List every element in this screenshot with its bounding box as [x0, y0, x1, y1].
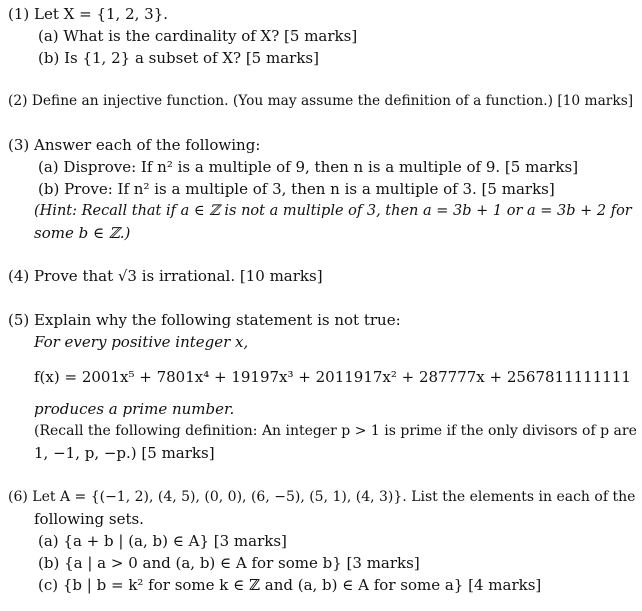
question-5-statement: For every positive integer x, — [34, 333, 249, 351]
question-stem: Explain why the following statement is not true: — [34, 311, 401, 329]
question-3-part-b: (b) Prove: If n² is a multiple of 3, then n is a multiple of 3. [5 marks] — [38, 180, 555, 198]
question-6-stem-continued: following sets. — [34, 510, 144, 528]
question-1 — [8, 5, 168, 23]
question-stem: Answer each of the following: — [34, 136, 261, 154]
question-1-part-b: (b) Is {1, 2} a subset of X? [5 marks] — [38, 49, 319, 67]
question-6-part-c: (c) {b | b = k² for some k ∈ ℤ and (a, b) ∈ A for some a} [4 marks] — [38, 576, 542, 594]
question-number: (5) — [8, 311, 30, 329]
question-5-recall-line-1: (Recall the following definition: An integer p > 1 is prime if the only divisors of p are — [34, 423, 637, 439]
question-4 — [8, 267, 323, 285]
question-stem: Let X = {1, 2, 3}. — [34, 5, 169, 23]
question-3-hint-line-2: some b ∈ ℤ.) — [34, 224, 131, 242]
question-5-conclusion: produces a prime number. — [34, 400, 235, 418]
question-stem: Let A = {(−1, 2), (4, 5), (0, 0), (6, −5), (5, 1), (4, 3)}. List the elements in each of the — [32, 489, 636, 505]
question-3-part-a: (a) Disprove: If n² is a multiple of 9, then n is a multiple of 9. [5 marks] — [38, 158, 579, 176]
question-number: (2) — [8, 93, 28, 109]
question-number: (1) — [8, 5, 30, 23]
question-6-part-a: (a) {a + b | (a, b) ∈ A} [3 marks] — [38, 532, 287, 550]
question-number: (3) — [8, 136, 30, 154]
question-number: (6) — [8, 489, 28, 505]
question-2 — [8, 92, 633, 110]
question-stem: Define an injective function. (You may assume the definition of a function.) [10 marks] — [31, 93, 634, 109]
question-3-hint-line-1: (Hint: Recall that if a ∈ ℤ is not a multiple of 3, then a = 3b + 1 or a = 3b + 2 for — [34, 203, 632, 219]
question-6-part-b: (b) {a | a > 0 and (a, b) ∈ A for some b} [3 marks] — [38, 554, 420, 572]
question-5-equation: f(x) = 2001x⁵ + 7801x⁴ + 19197x³ + 2011917x² + 287777x + 2567811111111 — [34, 368, 631, 386]
question-1-part-a: (a) What is the cardinality of X? [5 marks] — [38, 27, 358, 45]
question-number: (4) — [8, 267, 30, 285]
question-5 — [8, 311, 401, 329]
question-6 — [8, 488, 635, 506]
question-3 — [8, 136, 260, 154]
question-stem: Prove that √3 is irrational. [10 marks] — [34, 267, 323, 285]
question-5-recall-line-2: 1, −1, p, −p.) [5 marks] — [34, 444, 215, 462]
